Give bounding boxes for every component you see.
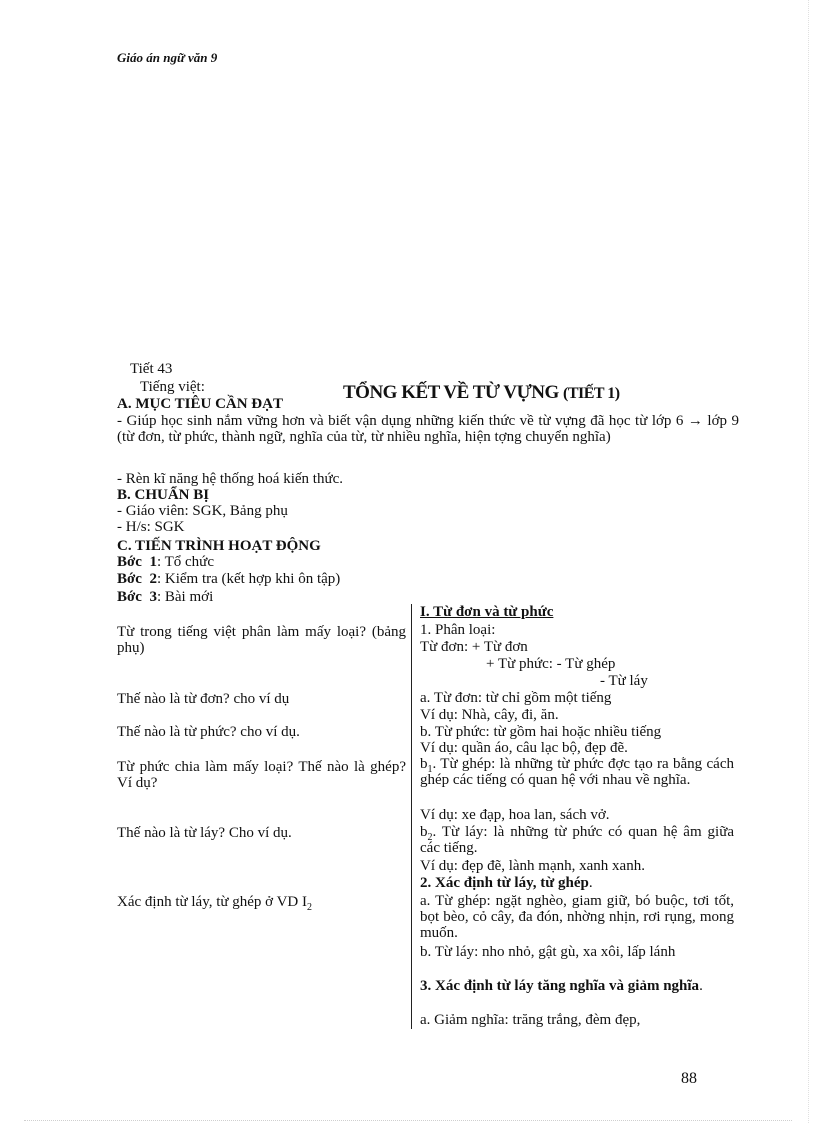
step-2: [117, 572, 340, 587]
answer-a-def: a. Từ đơn: từ chỉ gồm một tiếng: [420, 690, 612, 706]
answer-b1-text: . Từ ghép: là những từ phức đợc tạo ra bằng cách ghép các tiếng có quan hệ với nhau về nghĩa.: [420, 756, 734, 788]
step-1: [117, 555, 214, 570]
answer-b1-example: Ví dụ: xe đạp, hoa lan, sách vở.: [420, 807, 610, 823]
answer-heading-3-text: 3. Xác định từ láy tăng nghĩa và giảm nghĩa: [420, 978, 700, 994]
answer-diminutive: a. Giảm nghĩa: trăng trắng, đèm đẹp,: [420, 1012, 641, 1028]
step-2-label: Bớc: [117, 571, 142, 587]
answer-b2-def: [420, 825, 734, 857]
column-divider: [411, 604, 412, 1029]
running-header: Giáo án ngữ văn 9: [117, 50, 218, 65]
question-identify-sub: 2: [307, 902, 312, 913]
answer-heading-2-tail: .: [588, 875, 593, 891]
step-3-label: Bớc: [117, 589, 142, 605]
right-dotted-border: [808, 0, 809, 1123]
step-3: [117, 590, 213, 605]
answer-heading-2-text: 2. Xác định từ láy, từ ghép: [420, 875, 589, 891]
page-number: 88: [681, 1070, 697, 1087]
answer-b2-text: . Từ láy: là những từ phức có quan hệ âm giữa các tiếng.: [420, 824, 734, 856]
lesson-period: Tiết 43: [130, 361, 173, 377]
answer-b2-example: Ví dụ: đẹp đẽ, lành mạnh, xanh xanh.: [420, 858, 645, 874]
tree-line-3: - Từ láy: [600, 673, 648, 689]
step-2-num: 2: [149, 571, 157, 587]
section-a-line2: - Rèn kĩ năng hệ thống hoá kiến thức.: [117, 471, 343, 487]
question-compound-types: Từ phức chia làm mấy loại? Thế nào là ghép? Ví dụ?: [117, 759, 406, 791]
answer-b1-def: [420, 757, 734, 789]
section-b-teacher: - Giáo viên: SGK, Bảng phụ: [117, 503, 288, 519]
step-2-text: : Kiểm tra (kết hợp khi ôn tập): [156, 571, 341, 587]
step-1-text: : Tổ chức: [156, 554, 214, 570]
answer-reduplicative-list: b. Từ láy: nho nhỏ, gật gù, xa xôi, lấp lánh: [420, 944, 676, 960]
section-c-heading: C. TIẾN TRÌNH HOẠT ĐỘNG: [117, 538, 321, 554]
lesson-title: [343, 382, 620, 404]
question-identify: [117, 894, 312, 913]
question-compound-word: Thế nào là từ phức? cho ví dụ.: [117, 724, 300, 740]
section-b-student: - H/s: SGK: [117, 519, 185, 535]
tree-line-1: Từ đơn: + Từ đơn: [420, 639, 528, 655]
step-3-text: : Bài mới: [156, 589, 214, 605]
answer-b-def: b. Từ phức: từ gồm hai hoặc nhiều tiếng: [420, 724, 662, 740]
answer-b2-prefix: b: [420, 824, 428, 840]
section-a-line1: - Giúp học sinh nắm vững hơn và biết vận dụng những kiến thức về từ vựng đã học từ lớp 6 → lớp 9 (từ đơn, từ phức, thành ngữ, nghĩa của từ, từ nhiều nghĩa, hiện tợng chuyển nghĩa): [117, 413, 739, 445]
step-1-label: Bớc: [117, 554, 142, 570]
tree-line-2: + Từ phức: - Từ ghép: [486, 656, 616, 672]
answer-heading-1: I. Từ đơn và từ phức: [420, 604, 554, 620]
question-reduplicative: Thế nào là từ láy? Cho ví dụ.: [117, 825, 292, 841]
lesson-title-main: TỔNG KẾT VỀ TỪ VỰNG: [343, 382, 559, 403]
answer-classify: 1. Phân loại:: [420, 622, 496, 638]
answer-heading-2: [420, 876, 593, 891]
step-3-num: 3: [149, 589, 157, 605]
lesson-title-suffix: (TIẾT 1): [563, 385, 620, 402]
lesson-subject: Tiếng việt:: [140, 379, 205, 395]
question-classify: Từ trong tiếng việt phân làm mấy loại? (bảng phụ): [117, 624, 406, 656]
answer-heading-3: [420, 979, 734, 995]
answer-heading-3-tail: .: [699, 978, 703, 994]
answer-b2-sub: 2: [427, 832, 433, 843]
section-b-heading: B. CHUẨN BỊ: [117, 487, 210, 503]
answer-b1-sub: 1: [427, 764, 433, 775]
question-identify-text: Xác định từ láy, từ ghép ở VD I: [117, 894, 307, 910]
answer-b-example: Ví dụ: quần áo, câu lạc bộ, đẹp đẽ.: [420, 740, 628, 756]
section-a-heading: A. MỤC TIÊU CẦN ĐẠT: [117, 396, 283, 412]
answer-a-example: Ví dụ: Nhà, cây, đi, ăn.: [420, 707, 559, 723]
step-1-num: 1: [149, 554, 157, 570]
answer-compound-list: a. Từ ghép: ngặt nghèo, giam giữ, bó buộc, tơi tốt, bọt bèo, cỏ cây, đa đón, nhờng nhịn, rơi rụng, mong muốn.: [420, 893, 734, 941]
answer-b1-prefix: b: [420, 756, 428, 772]
bottom-dotted-border: [24, 1120, 792, 1121]
question-simple-word: Thế nào là từ đơn? cho ví dụ: [117, 691, 290, 707]
